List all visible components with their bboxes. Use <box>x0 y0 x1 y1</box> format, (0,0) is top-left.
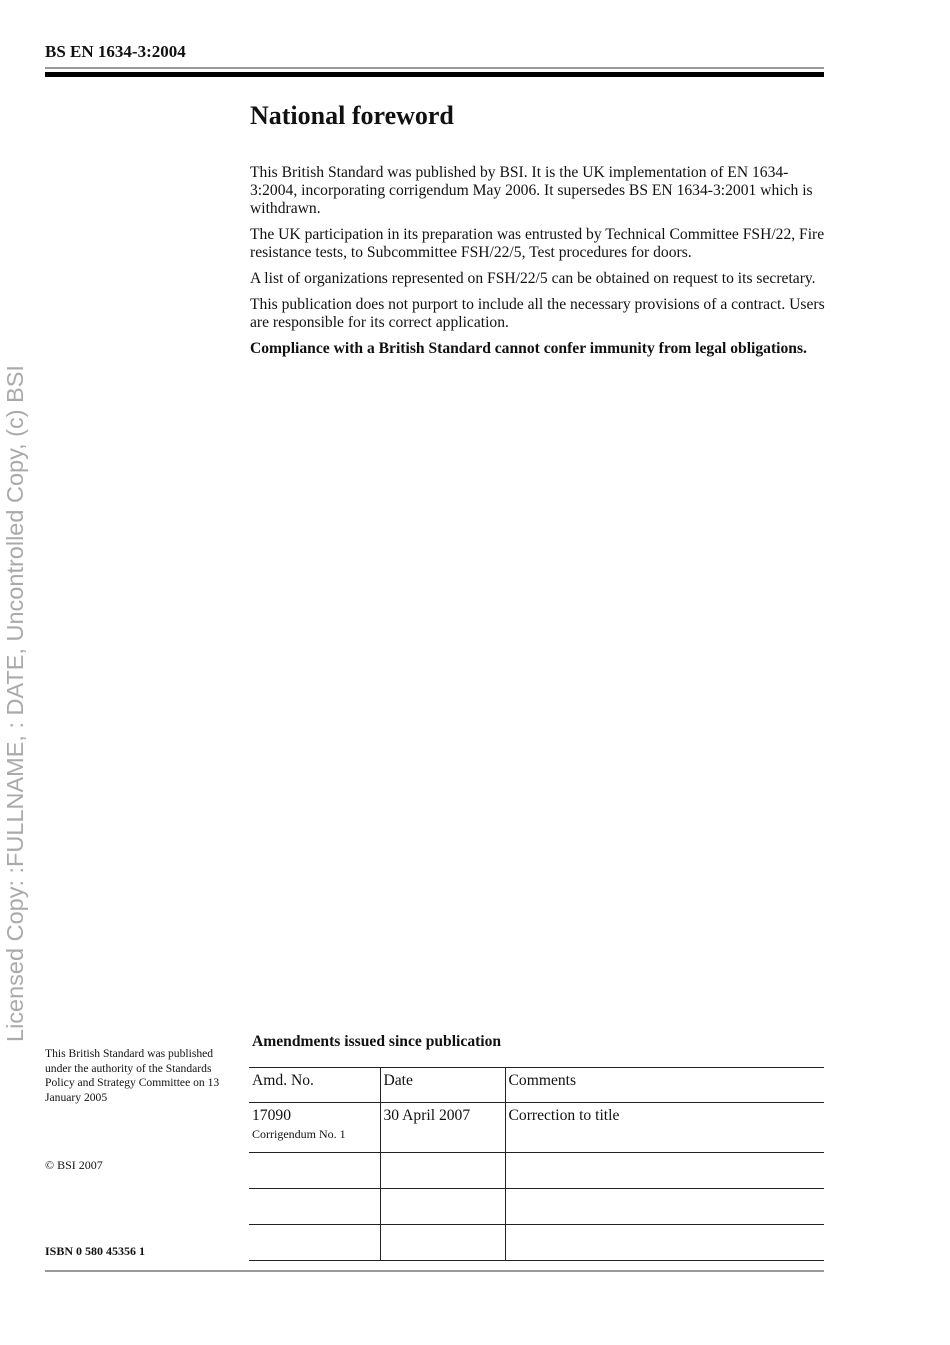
authority-note: This British Standard was published under the authority of the Standards Policy and Strategy Committee on 13 January 2005 <box>45 1047 220 1104</box>
foreword-body <box>250 164 825 366</box>
document-id-header: BS EN 1634-3:2004 <box>45 42 186 61</box>
amd-note: Corrigendum No. 1 <box>252 1127 346 1141</box>
empty-cell <box>249 1153 380 1189</box>
header-rule-thick <box>45 72 824 77</box>
amendments-title: Amendments issued since publication <box>252 1033 502 1050</box>
empty-cell <box>380 1189 505 1225</box>
empty-cell <box>505 1189 824 1225</box>
license-watermark: Licensed Copy: :FULLNAME, : DATE, Uncontrolled Copy, (c) BSI <box>2 365 28 1042</box>
empty-cell <box>249 1225 380 1261</box>
paragraph: This British Standard was published by BSI. It is the UK implementation of EN 1634-3:2004, incorporating corrigendum May 2006. It supersedes BS EN 1634-3:2001 which is withdrawn. <box>250 164 813 217</box>
compliance-statement: Compliance with a British Standard cannot confer immunity from legal obligations. <box>250 340 807 357</box>
paragraph: The UK participation in its preparation was entrusted by Technical Committee FSH/22, Fire resistance tests, to Subcommittee FSH/22/5, Test procedures for doors. <box>250 226 825 261</box>
paragraph: A list of organizations represented on FSH/22/5 can be obtained on request to its secretary. <box>250 270 816 287</box>
paragraph: This publication does not purport to include all the necessary provisions of a contract. Users are responsible for its correct application. <box>250 296 825 331</box>
header-rule-thin <box>45 67 824 69</box>
comments-cell: Correction to title <box>505 1103 824 1153</box>
empty-cell <box>249 1189 380 1225</box>
page-title: National foreword <box>250 101 454 130</box>
empty-cell <box>505 1153 824 1189</box>
empty-cell <box>380 1225 505 1261</box>
table-header-row <box>249 1068 824 1103</box>
table-row <box>249 1153 824 1189</box>
footer-rule <box>45 1270 824 1272</box>
column-header: Amd. No. <box>249 1068 380 1103</box>
empty-cell <box>380 1153 505 1189</box>
isbn: ISBN 0 580 45356 1 <box>45 1244 146 1258</box>
amd-no-cell <box>249 1103 380 1153</box>
amd-no: 17090 <box>252 1107 291 1124</box>
date-cell: 30 April 2007 <box>380 1103 505 1153</box>
amendments-table <box>249 1067 824 1261</box>
copyright: © BSI 2007 <box>45 1158 103 1172</box>
empty-cell <box>505 1225 824 1261</box>
column-header: Date <box>380 1068 505 1103</box>
table-row <box>249 1189 824 1225</box>
table-row <box>249 1103 824 1153</box>
column-header: Comments <box>505 1068 824 1103</box>
table-row <box>249 1225 824 1261</box>
